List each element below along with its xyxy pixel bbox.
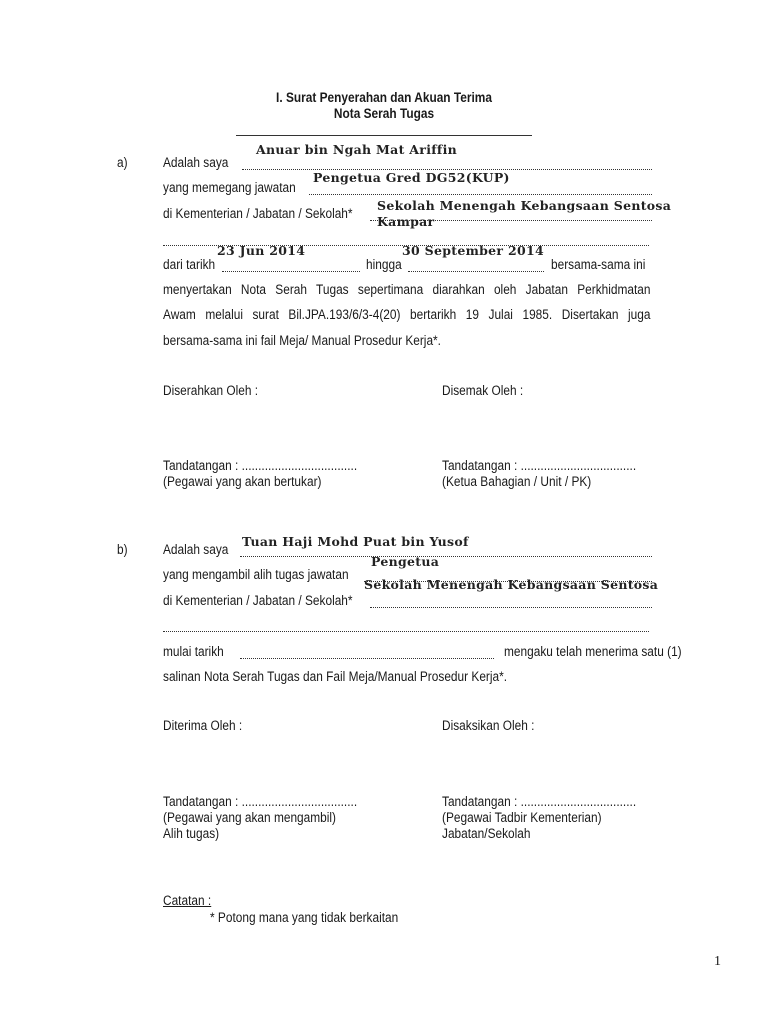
section-b-line3-dots [370, 606, 652, 608]
section-b-witness-signature-note-2: Jabatan/Sekolah [442, 826, 531, 841]
page-number: 1 [714, 954, 721, 969]
section-b-position-fill: Pengetua [371, 554, 440, 569]
section-a-handover-heading: Diserahkan Oleh : [163, 383, 259, 398]
section-a-review-signature-line: Tandatangan : ................................... [442, 458, 637, 473]
section-b-line1-label: Adalah saya [163, 542, 229, 557]
section-b-line4-dots [163, 630, 649, 632]
section-a-date-tail: bersama-sama ini [551, 257, 646, 272]
section-b-received-heading: Diterima Oleh : [163, 718, 243, 733]
section-a-position-fill: Pengetua Gred DG52(KUP) [313, 170, 510, 185]
section-b-para-line2: salinan Nota Serah Tugas dan Fail Meja/Manual Prosedur Kerja*. [163, 669, 508, 684]
section-b-date-label: mulai tarikh [163, 644, 224, 659]
section-a-date-to-dots [408, 270, 544, 272]
section-a-school-fill-2: Kampar [377, 214, 435, 229]
section-b-line3-label: di Kementerian / Jabatan / Sekolah* [163, 593, 353, 608]
section-a-date-to-label: hingga [366, 257, 402, 272]
section-a-line1-label: Adalah saya [163, 155, 229, 170]
section-a-para-line3: bersama-sama ini fail Meja/ Manual Prosedur Kerja*. [163, 333, 441, 348]
section-a-line2-dots [309, 193, 652, 195]
section-a-review-signature-note: (Ketua Bahagian / Unit / PK) [442, 474, 592, 489]
section-a-handover-signature-note: (Pegawai yang akan bertukar) [163, 474, 322, 489]
section-a-name-fill: Anuar bin Ngah Mat Ariffin [256, 142, 458, 157]
section-b-witness-heading: Disaksikan Oleh : [442, 718, 535, 733]
section-b-line2-label: yang mengambil alih tugas jawatan [163, 567, 349, 582]
section-a-date-from-dots [222, 270, 360, 272]
section-a-handover-signature-line: Tandatangan : ................................... [163, 458, 358, 473]
section-b-line1-dots [240, 555, 652, 557]
section-b-received-signature-line: Tandatangan : ................................... [163, 794, 358, 809]
section-b-witness-signature-note-1: (Pegawai Tadbir Kementerian) [442, 810, 602, 825]
section-b-witness-signature-line: Tandatangan : ................................... [442, 794, 637, 809]
section-a-line3-label: di Kementerian / Jabatan / Sekolah* [163, 206, 353, 221]
section-b-name-fill: Tuan Haji Mohd Puat bin Yusof [242, 534, 469, 549]
section-a-review-heading: Disemak Oleh : [442, 383, 524, 398]
section-b-received-signature-note-2: Alih tugas) [163, 826, 220, 841]
section-a-school-fill-1: Sekolah Menengah Kebangsaan Sentosa [377, 198, 672, 213]
section-b-school-fill: Sekolah Menengah Kebangsaan Sentosa [364, 577, 659, 592]
section-b-received-signature-note-1: (Pegawai yang akan mengambil) [163, 810, 337, 825]
document-title: I. Surat Penyerahan dan Akuan Terima [276, 90, 492, 105]
title-underline [236, 135, 532, 136]
section-a-marker: a) [117, 155, 128, 170]
section-b-date-tail: mengaku telah menerima satu (1) [504, 644, 682, 659]
section-a-date-from-fill: 23 Jun 2014 [217, 243, 306, 258]
notes-item: * Potong mana yang tidak berkaitan [210, 910, 399, 925]
section-a-line2-label: yang memegang jawatan [163, 180, 296, 195]
section-a-para-line1: menyertakan Nota Serah Tugas sepertimana diarahkan oleh Jabatan Perkhidmatan [163, 282, 651, 297]
section-a-para-line2: Awam melalui surat Bil.JPA.193/6/3-4(20) bertarikh 19 Julai 1985. Disertakan juga [163, 307, 651, 322]
section-b-marker: b) [117, 542, 128, 557]
section-a-date-from-label: dari tarikh [163, 257, 216, 272]
section-a-date-to-fill: 30 September 2014 [402, 243, 544, 258]
notes-heading: Catatan : [163, 893, 212, 908]
section-b-date-dots [240, 657, 494, 659]
document-subtitle: Nota Serah Tugas [333, 106, 435, 121]
